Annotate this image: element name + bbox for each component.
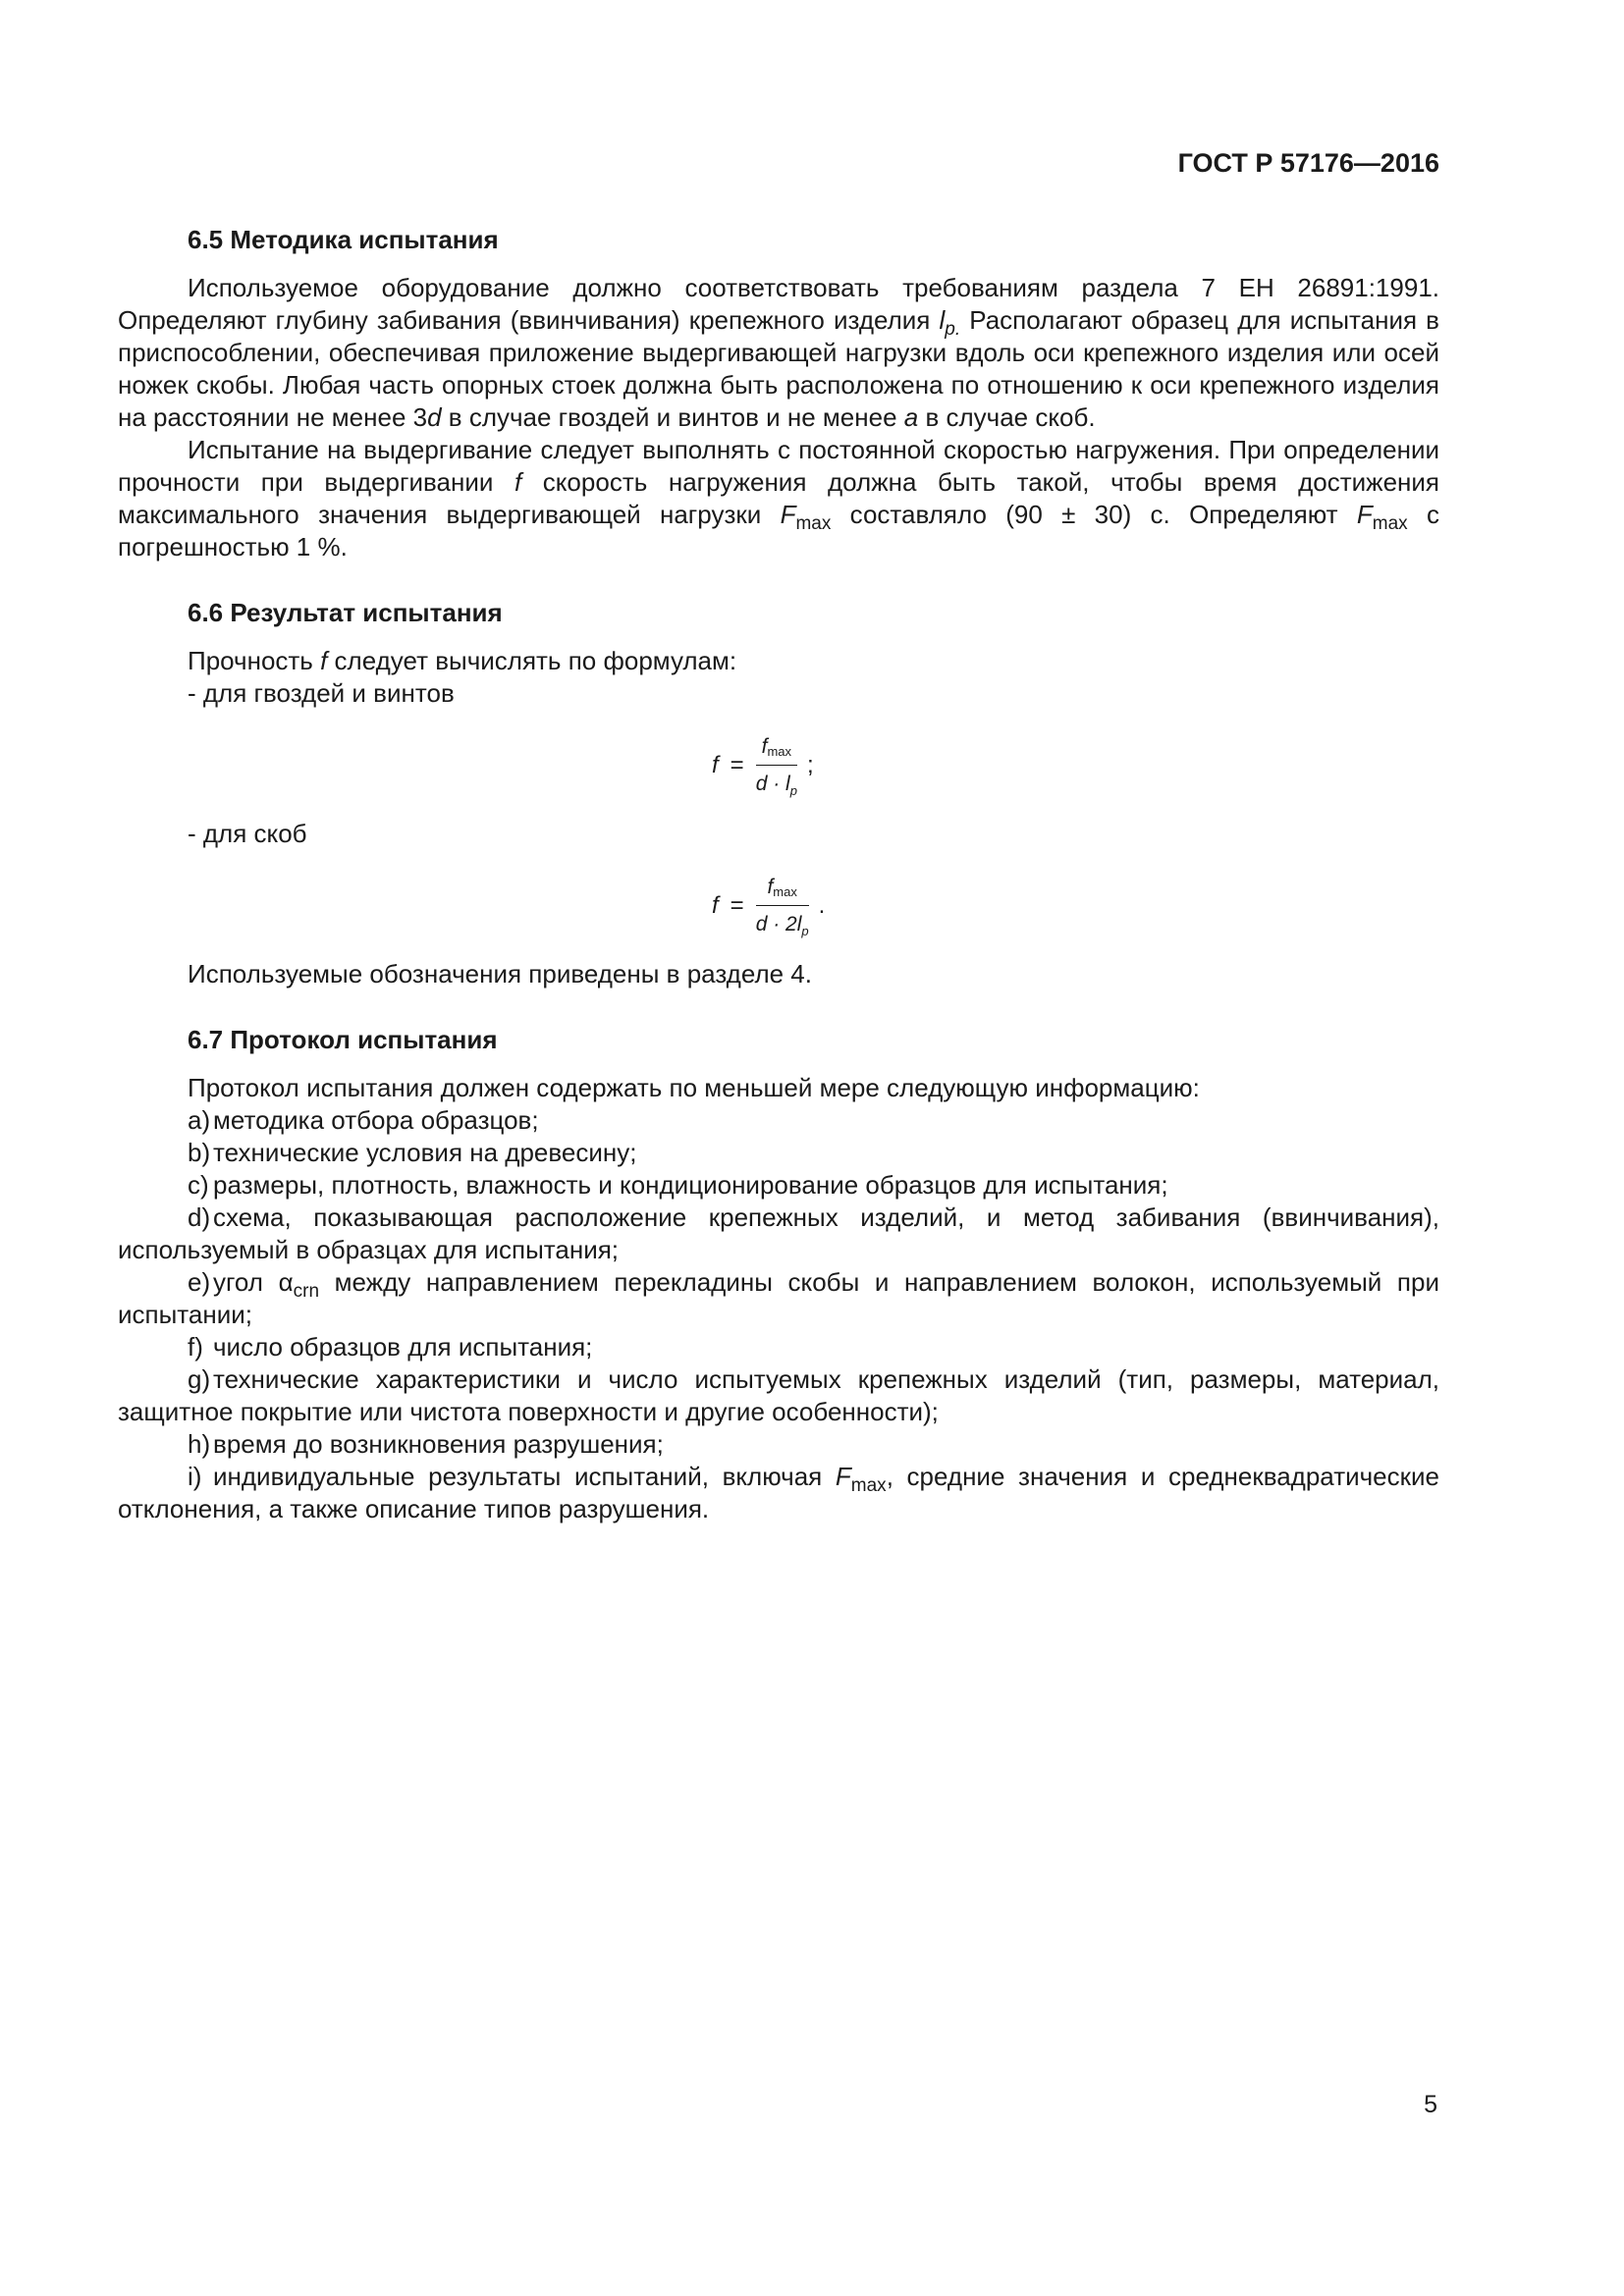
section-6-6	[118, 597, 1439, 990]
formula-nails-screws: f = $\frac{f_{max}}{d \cdot l_p}$ ;	[118, 720, 1439, 810]
section-title: 6.6 Результат испытания	[188, 598, 503, 627]
list-item: b) технические условия на древесину;	[188, 1138, 637, 1167]
fraction: $\frac{f_{max}}{d \cdot 2l_p}$	[755, 875, 809, 938]
list-item: d) схема, показывающая расположение крепежных изделий, и метод забивания (ввинчивания), используемый в образцах для испытания;	[118, 1202, 1439, 1264]
paragraph: Испытание на выдергивание следует выполнять с постоянной скоростью нагружения. При определении прочности при выдергивании f скорость нагружения должна быть такой, чтобы время достижения максимального значения выдергивающей нагрузки $F_{max}$ составляло (90 ± 30) с. Определяют $F_{max}$ с погрешностью 1 %.	[118, 435, 1439, 561]
formula-staples: f = $\frac{f_{max}}{d \cdot 2l_p}$ .	[118, 860, 1439, 950]
formula-case-label: - для гвоздей и винтов	[188, 678, 455, 708]
list-item: e) угол $\alpha_{crn}$ между направлением перекладины скобы и направлением волокон, используемый при испытании;	[118, 1267, 1439, 1329]
fraction: $\frac{f_{max}}{d \cdot l_p}$	[755, 734, 797, 798]
list-item: g) технические характеристики и число испытуемых крепежных изделий (тип, размеры, материал, защитное покрытие или чистота поверхности и другие особенности);	[118, 1364, 1439, 1426]
section-6-7	[118, 1024, 1439, 1525]
list-item: h) время до возникновения разрушения;	[188, 1429, 664, 1459]
paragraph: Протокол испытания должен содержать по меньшей мере следующую информацию:	[188, 1073, 1200, 1102]
page-number: 5	[1424, 2091, 1437, 2118]
section-title: 6.5 Методика испытания	[188, 225, 499, 254]
list-item: f) число образцов для испытания;	[188, 1332, 593, 1362]
page-content	[118, 224, 1439, 1559]
document-code: ГОСТ Р 57176—2016	[1177, 148, 1439, 178]
list-item: c) размеры, плотность, влажность и кондиционирование образцов для испытания;	[188, 1170, 1168, 1200]
list-item: a) методика отбора образцов;	[188, 1105, 539, 1135]
paragraph: Прочность f следует вычислять по формулам:	[188, 646, 737, 675]
paragraph: Используемые обозначения приведены в разделе 4.	[188, 959, 812, 988]
list-item: i) индивидуальные результаты испытаний, включая $F_{max}$, средние значения и среднеквадратические отклонения, а также описание типов разрушения.	[118, 1462, 1439, 1523]
section-6-5	[118, 224, 1439, 563]
formula-case-label: - для скоб	[188, 819, 307, 848]
section-title: 6.7 Протокол испытания	[188, 1025, 498, 1054]
paragraph: Используемое оборудование должно соответствовать требованиям раздела 7 ЕН 26891:1991. Определяют глубину забивания (ввинчивания) крепежного изделия $l_{p.}$ Располагают образец для испытания в приспособлении, обеспечивая приложение выдергивающей нагрузки вдоль оси крепежного изделия или осей ножек скобы. Любая часть опорных стоек должна быть расположена по отношению к оси крепежного изделия на расстоянии не менее 3d в случае гвоздей и винтов и не менее a в случае скоб.	[118, 273, 1439, 432]
